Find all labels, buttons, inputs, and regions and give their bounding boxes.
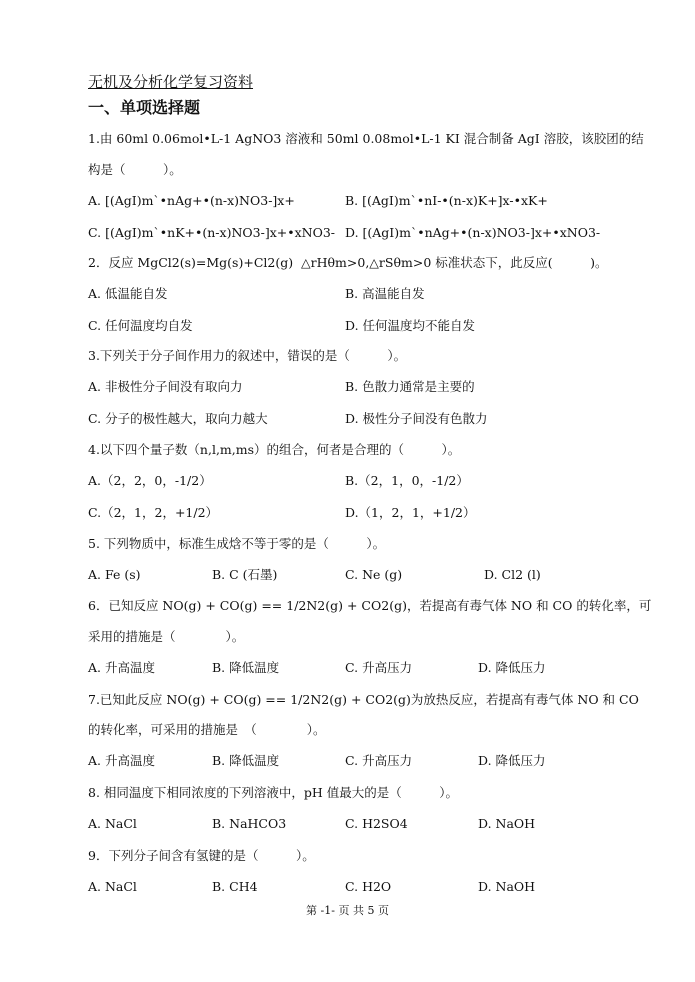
question-text: 3.下列关于分子间作用力的叙述中，错误的是（ ）。 [88,348,407,363]
question-text: 构是（ ）。 [88,162,182,177]
question-text: 8. 相同温度下相同浓度的下列溶液中，pH 值最大的是（ ）。 [88,785,459,800]
answer-option: C. H2O [345,879,392,895]
answer-option: C. [(AgI)m`•nK+•(n-x)NO3-]x+•xNO3- [88,224,335,240]
answer-option: B. CH4 [212,879,258,895]
answer-option: C. H2SO4 [345,816,408,832]
answer-option: A. NaCl [88,879,137,895]
answer-option: B. 高温能自发 [345,286,425,302]
answer-option: C. 升高压力 [345,753,413,769]
answer-option: B. [(AgI)m`•nI-•(n-x)K+]x-•xK+ [345,193,548,209]
answer-option: D. Cl2 (l) [484,567,541,583]
answer-option: B. C (石墨) [212,567,278,583]
answer-option: B. NaHCO3 [212,816,287,832]
answer-option: D. 极性分子间没有色散力 [345,410,488,426]
answer-option: A. NaCl [88,816,137,832]
question-text: 2．反应 MgCl2(s)=Mg(s)+Cl2(g) △rHθm>0,△rSθm>0 标准状态下，此反应( )。 [88,255,608,270]
doc-title: 无机及分析化学复习资料 [88,73,254,91]
question-text: 7.已知此反应 NO(g) + CO(g) == 1/2N2(g) + CO2(g)为放热反应，若提高有毒气体 NO 和 CO [88,692,639,707]
question-text: 4.以下四个量子数（n,l,m,ms）的组合，何者是合理的（ ）。 [88,442,461,457]
answer-option: D.（1，2，1，+1/2） [345,504,476,520]
answer-option: D. 任何温度均不能自发 [345,317,476,333]
answer-option: A. Fe (s) [88,567,141,583]
answer-option: A. 升高温度 [88,753,155,769]
answer-option: B. 降低温度 [212,660,280,676]
answer-option: D. 降低压力 [478,753,546,769]
answer-option: B. 降低温度 [212,753,280,769]
question-text: 9．下列分子间含有氢键的是（ ）。 [88,848,315,863]
answer-option: C. 升高压力 [345,660,413,676]
question-text: 1.由 60ml 0.06mol•L-1 AgNO3 溶液和 50ml 0.08mol•L-1 KI 混合制备 AgI 溶胶，该胶团的结 [88,131,644,146]
answer-option: C.（2，1，2，+1/2） [88,504,219,520]
answer-option: A. 低温能自发 [88,286,168,302]
answer-option: C. 分子的极性越大，取向力越大 [88,410,268,426]
question-text: 5. 下列物质中，标准生成焓不等于零的是（ ）。 [88,536,386,551]
answer-option: B.（2，1，0，-1/2） [345,473,469,489]
answer-option: A. [(AgI)m`•nAg+•(n-x)NO3-]x+ [88,193,295,209]
answer-option: D. 降低压力 [478,660,546,676]
page-footer: 第 -1- 页 共 5 页 [306,904,389,917]
question-text: 采用的措施是（ ）。 [88,629,245,644]
question-text: 的转化率，可采用的措施是 （ ）。 [88,722,326,737]
answer-option: C. 任何温度均自发 [88,317,193,333]
answer-option: A. 升高温度 [88,660,155,676]
question-text: 6．已知反应 NO(g) + CO(g) == 1/2N2(g) + CO2(g)，若提高有毒气体 NO 和 CO 的转化率，可 [88,598,652,613]
answer-option: D. NaOH [478,816,536,832]
section-heading: 一、单项选择题 [88,98,201,117]
answer-option: D. [(AgI)m`•nAg+•(n-x)NO3-]x+•xNO3- [345,224,601,240]
answer-option: B. 色散力通常是主要的 [345,379,475,395]
answer-option: D. NaOH [478,879,536,895]
answer-option: A. 非极性分子间没有取向力 [88,379,243,395]
answer-option: C. Ne (g) [345,567,403,583]
answer-option: A.（2，2，0，-1/2） [88,473,212,489]
